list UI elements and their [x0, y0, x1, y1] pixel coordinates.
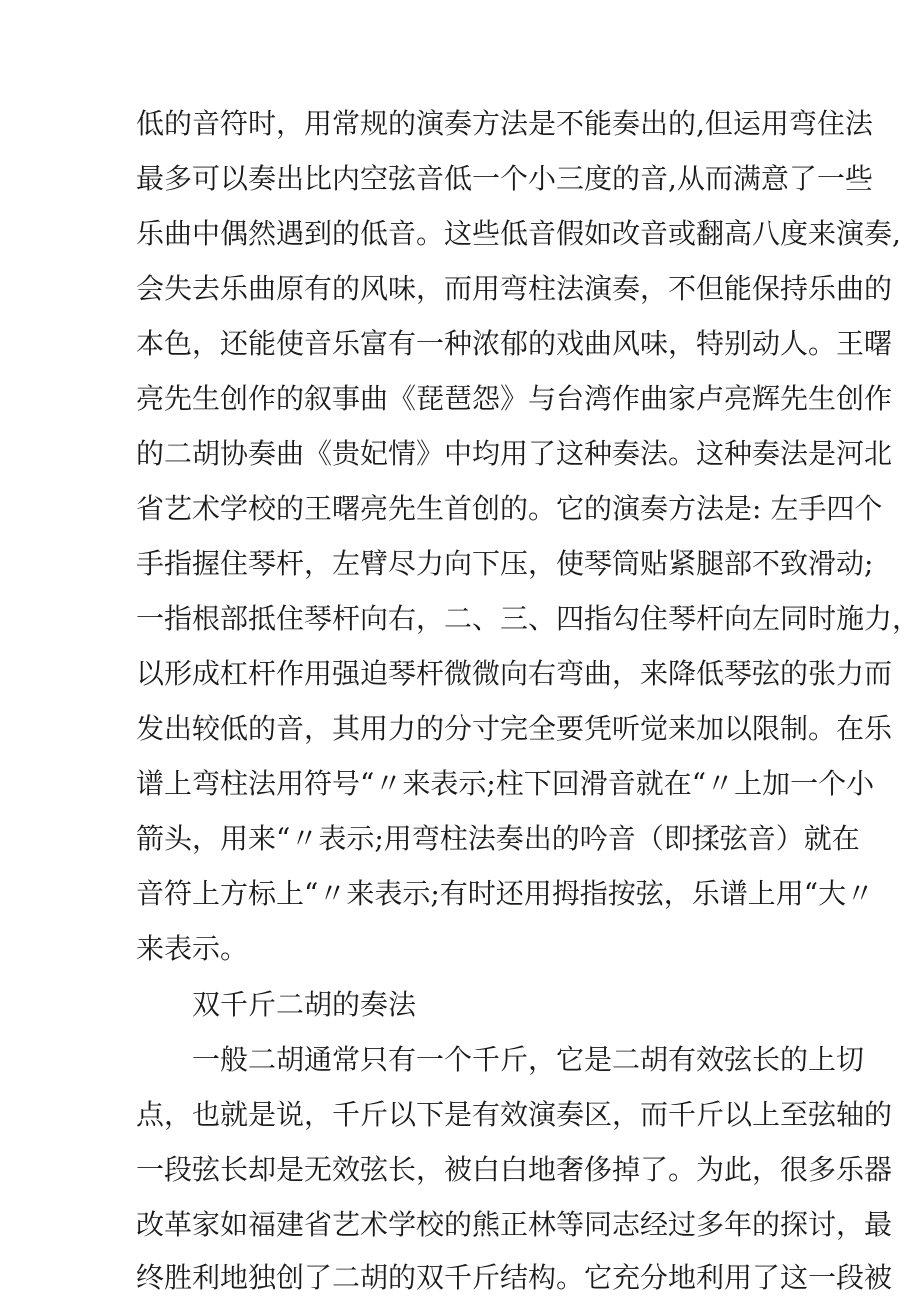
- paragraph-1-line: 以形成杠杆作用强迫琴杆微微向右弯曲，来降低琴弦的张力而: [136, 657, 893, 690]
- paragraph-2-line: 一段弦长却是无效弦长，被白白地奢侈掉了。为此，很多乐器: [136, 1153, 893, 1186]
- paragraph-1-line: 亮先生创作的叙事曲《琵琶怨》与台湾作曲家卢亮辉先生创作: [136, 382, 893, 415]
- paragraph-1-line: 省艺术学校的王曙亮先生首创的。它的演奏方法是: 左手四个: [136, 492, 883, 525]
- paragraph-1-line: 音符上方标上“〃来表示;有时还用拇指按弦，乐谱上用“大〃: [136, 877, 875, 910]
- paragraph-1-line: 来表示。: [136, 932, 249, 965]
- paragraph-2-line: 终胜利地独创了二胡的双千斤结构。它充分地利用了这一段被: [136, 1261, 893, 1294]
- paragraph-1-line: 的二胡协奏曲《贵妃情》中均用了这种奏法。这种奏法是河北: [136, 437, 893, 470]
- paragraph-1-line: 箭头，用来“〃表示;用弯柱法奏出的吟音（即揉弦音）就在: [136, 822, 860, 855]
- paragraph-1-line: 低的音符时，用常规的演奏方法是不能奏出的,但运用弯住法: [136, 107, 873, 140]
- section-heading: 双千斤二胡的奏法: [192, 988, 417, 1021]
- paragraph-1-line: 最多可以奏出比内空弦音低一个小三度的音,从而满意了一些: [136, 162, 873, 195]
- paragraph-2-line: 一般二胡通常只有一个千斤，它是二胡有效弦长的上切: [192, 1043, 865, 1076]
- paragraph-2-line: 点，也就是说，千斤以下是有效演奏区，而千斤以上至弦轴的: [136, 1098, 893, 1131]
- paragraph-1-line: 一指根部抵住琴杆向右，二、三、四指勾住琴杆向左同时施力，: [136, 602, 920, 635]
- paragraph-2-line: 改革家如福建省艺术学校的熊正林等同志经过多年的探讨，最: [136, 1208, 893, 1241]
- paragraph-1-line: 会失去乐曲原有的风味，而用弯柱法演奏，不但能保持乐曲的: [136, 272, 893, 305]
- paragraph-1-line: 乐曲中偶然遇到的低音。这些低音假如改音或翻高八度来演奏,: [136, 217, 901, 250]
- paragraph-1-line: 本色，还能使音乐富有一种浓郁的戏曲风味，特别动人。王曙: [136, 327, 893, 360]
- paragraph-1-line: 谱上弯柱法用符号“〃来表示;柱下回滑音就在“〃上加一个小: [136, 767, 875, 800]
- paragraph-1-line: 手指握住琴杆，左臂尽力向下压，使琴筒贴紧腿部不致滑动;: [136, 547, 874, 580]
- paragraph-1-line: 发出较低的音，其用力的分寸完全要凭听觉来加以限制。在乐: [136, 712, 893, 745]
